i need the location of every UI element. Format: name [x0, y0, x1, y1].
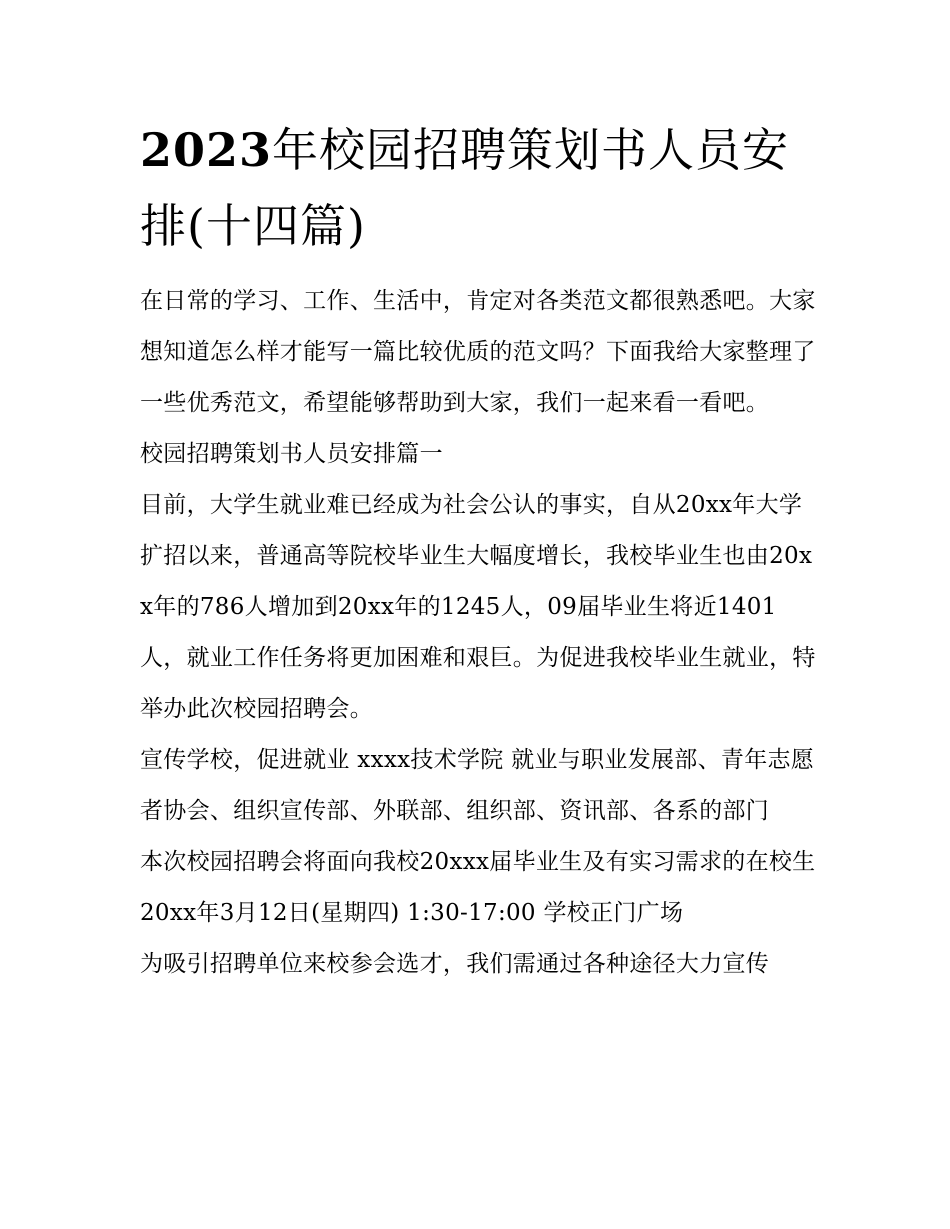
title-year: 2023 — [140, 123, 273, 177]
body-paragraph: 宣传学校，促进就业 xxxx技术学院 就业与职业发展部、青年志愿者协会、组织宣传部、外联部、组织部、资讯部、各系的部门 — [140, 747, 815, 824]
title-text: 年校园招聘策划书人员安排(十四篇) — [140, 123, 790, 253]
intro-paragraph: 在日常的学习、工作、生活中，肯定对各类范文都很熟悉吧。大家想知道怎么样才能写一篇比较优质的范文吗？下面我给大家整理了一些优秀范文，希望能够帮助到大家，我们一起来看一看吧。 — [140, 288, 816, 416]
document-body — [140, 276, 816, 990]
body-paragraph: 本次校园招聘会将面向我校20xxx届毕业生及有实习需求的在校生 20xx年3月12日(星期四) 1:30-17:00 学校正门广场 — [140, 849, 816, 926]
document-title — [140, 112, 820, 264]
body-paragraph: 为吸引招聘单位来校参会选才，我们需通过各种途径大力宣传 — [140, 951, 770, 977]
section-heading: 校园招聘策划书人员安排篇一 — [140, 441, 443, 467]
body-paragraph: 目前，大学生就业难已经成为社会公认的事实，自从20xx年大学扩招以来，普通高等院校毕业生大幅度增长，我校毕业生也由20xx年的786人增加到20xx年的1245人，09届毕业生将近1401人，就业工作任务将更加困难和艰巨。为促进我校毕业生就业，特举办此次校园招聘会。 — [140, 492, 816, 722]
